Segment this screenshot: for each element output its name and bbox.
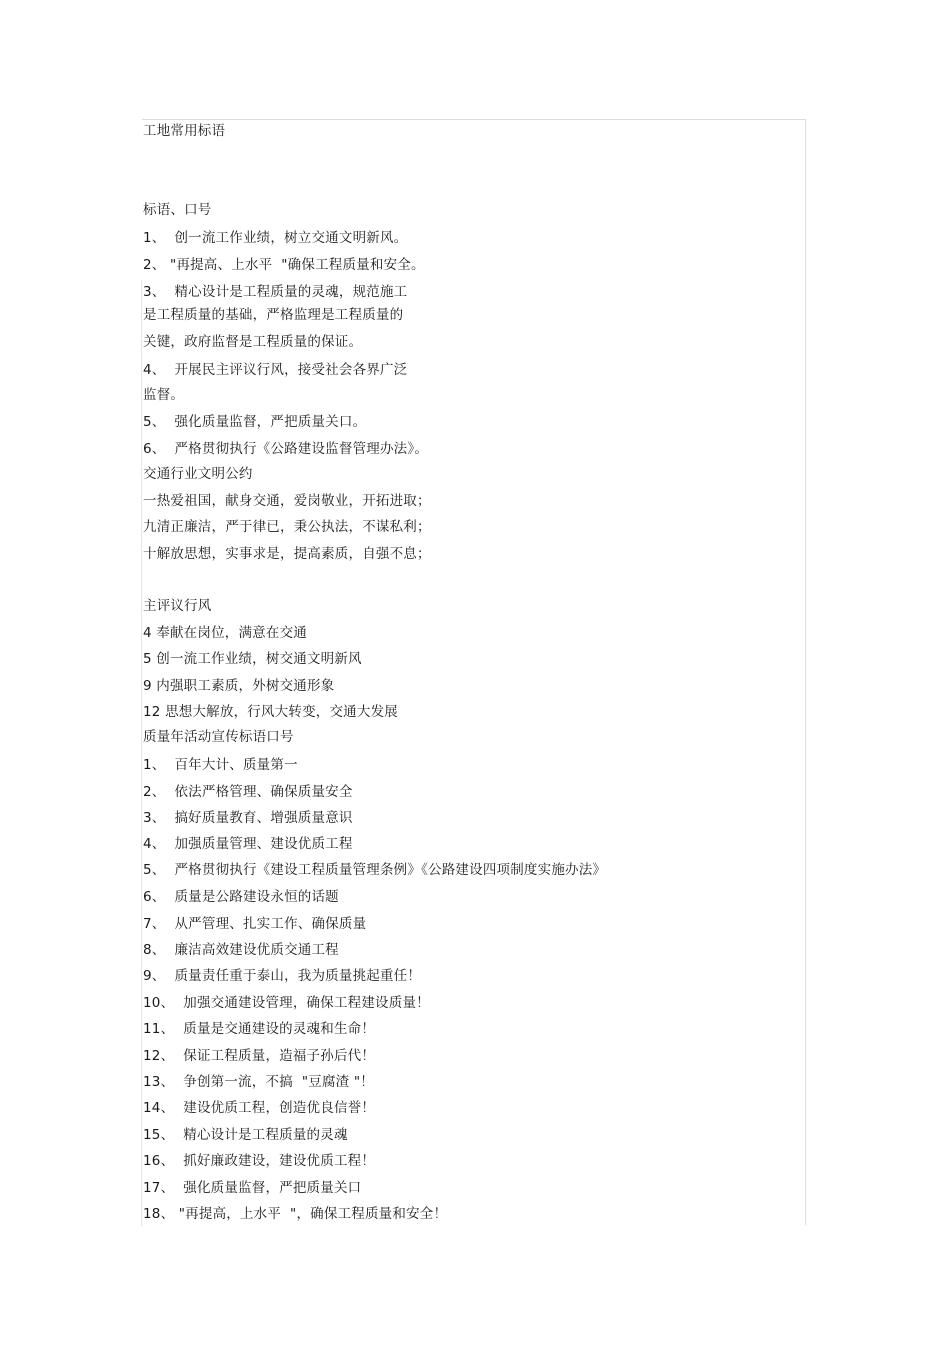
section-heading: 交通行业文明公约 [143, 466, 253, 482]
quality-slogan-line: 6、 质量是公路建设永恒的话题 [143, 889, 339, 905]
slogan-line: 2、 "再提高、上水平 "确保工程质量和安全。 [143, 257, 425, 273]
quality-slogan-line: 16、 抓好廉政建设，建设优质工程！ [143, 1153, 376, 1169]
slogan-line: 5、 强化质量监督，严把质量关口。 [143, 414, 367, 430]
covenant-line: 九清正廉洁，严于律已，秉公执法，不谋私利； [143, 519, 431, 535]
quality-slogan-line: 5、 严格贯彻执行《建设工程质量管理条例》《公路建设四项制度实施办法》 [143, 862, 607, 878]
section-heading: 标语、口号 [143, 202, 212, 218]
quality-slogan-line: 2、 依法严格管理、确保质量安全 [143, 784, 353, 800]
quality-slogan-line: 8、 廉洁高效建设优质交通工程 [143, 942, 339, 958]
quality-slogan-line: 9、 质量责任重于泰山，我为质量挑起重任！ [143, 968, 422, 984]
slogan-line: 5 创一流工作业绩，树交通文明新风 [143, 651, 362, 667]
quality-slogan-line: 14、 建设优质工程，创造优良信誉！ [143, 1100, 376, 1116]
slogan-line: 4 奉献在岗位，满意在交通 [143, 625, 307, 641]
slogan-line: 关键，政府监督是工程质量的保证。 [143, 334, 363, 350]
slogan-line: 4、 开展民主评议行风，接受社会各界广泛 [143, 362, 408, 378]
quality-slogan-line: 13、 争创第一流，不搞 "豆腐渣 "！ [143, 1074, 374, 1090]
document-title: 工地常用标语 [143, 123, 226, 139]
slogan-line: 12 思想大解放，行风大转变，交通大发展 [143, 704, 398, 720]
quality-slogan-line: 4、 加强质量管理、建设优质工程 [143, 836, 353, 852]
slogan-line: 6、 严格贯彻执行《公路建设监督管理办法》。 [143, 441, 429, 457]
quality-slogan-line: 1、 百年大计、质量第一 [143, 757, 298, 773]
slogan-line: 1、 创一流工作业绩，树立交通文明新风。 [143, 230, 408, 246]
covenant-line: 一热爱祖国，献身交通，爱岗敬业，开拓进取； [143, 493, 431, 509]
section-heading: 质量年活动宣传标语口号 [143, 729, 294, 745]
covenant-line: 十解放思想，实事求是，提高素质，自强不息； [143, 546, 431, 562]
quality-slogan-line: 3、 搞好质量教育、增强质量意识 [143, 810, 353, 826]
quality-slogan-line: 10、 加强交通建设管理，确保工程建设质量！ [143, 995, 430, 1011]
slogan-line: 是工程质量的基础，严格监理是工程质量的 [143, 307, 404, 323]
quality-slogan-line: 15、 精心设计是工程质量的灵魂 [143, 1127, 348, 1143]
quality-slogan-line: 11、 质量是交通建设的灵魂和生命！ [143, 1021, 376, 1037]
slogan-line: 3、 精心设计是工程质量的灵魂，规范施工 [143, 284, 408, 300]
slogan-line: 监督。 [143, 387, 185, 403]
quality-slogan-line: 17、 强化质量监督，严把质量关口 [143, 1180, 362, 1196]
quality-slogan-line: 12、 保证工程质量，造福子孙后代！ [143, 1048, 376, 1064]
section-heading: 主评议行风 [143, 598, 212, 614]
slogan-line: 9 内强职工素质，外树交通形象 [143, 678, 335, 694]
quality-slogan-line: 7、 从严管理、扎实工作、确保质量 [143, 916, 367, 932]
quality-slogan-line: 18、 "再提高，上水平 "，确保工程质量和安全！ [143, 1206, 448, 1222]
